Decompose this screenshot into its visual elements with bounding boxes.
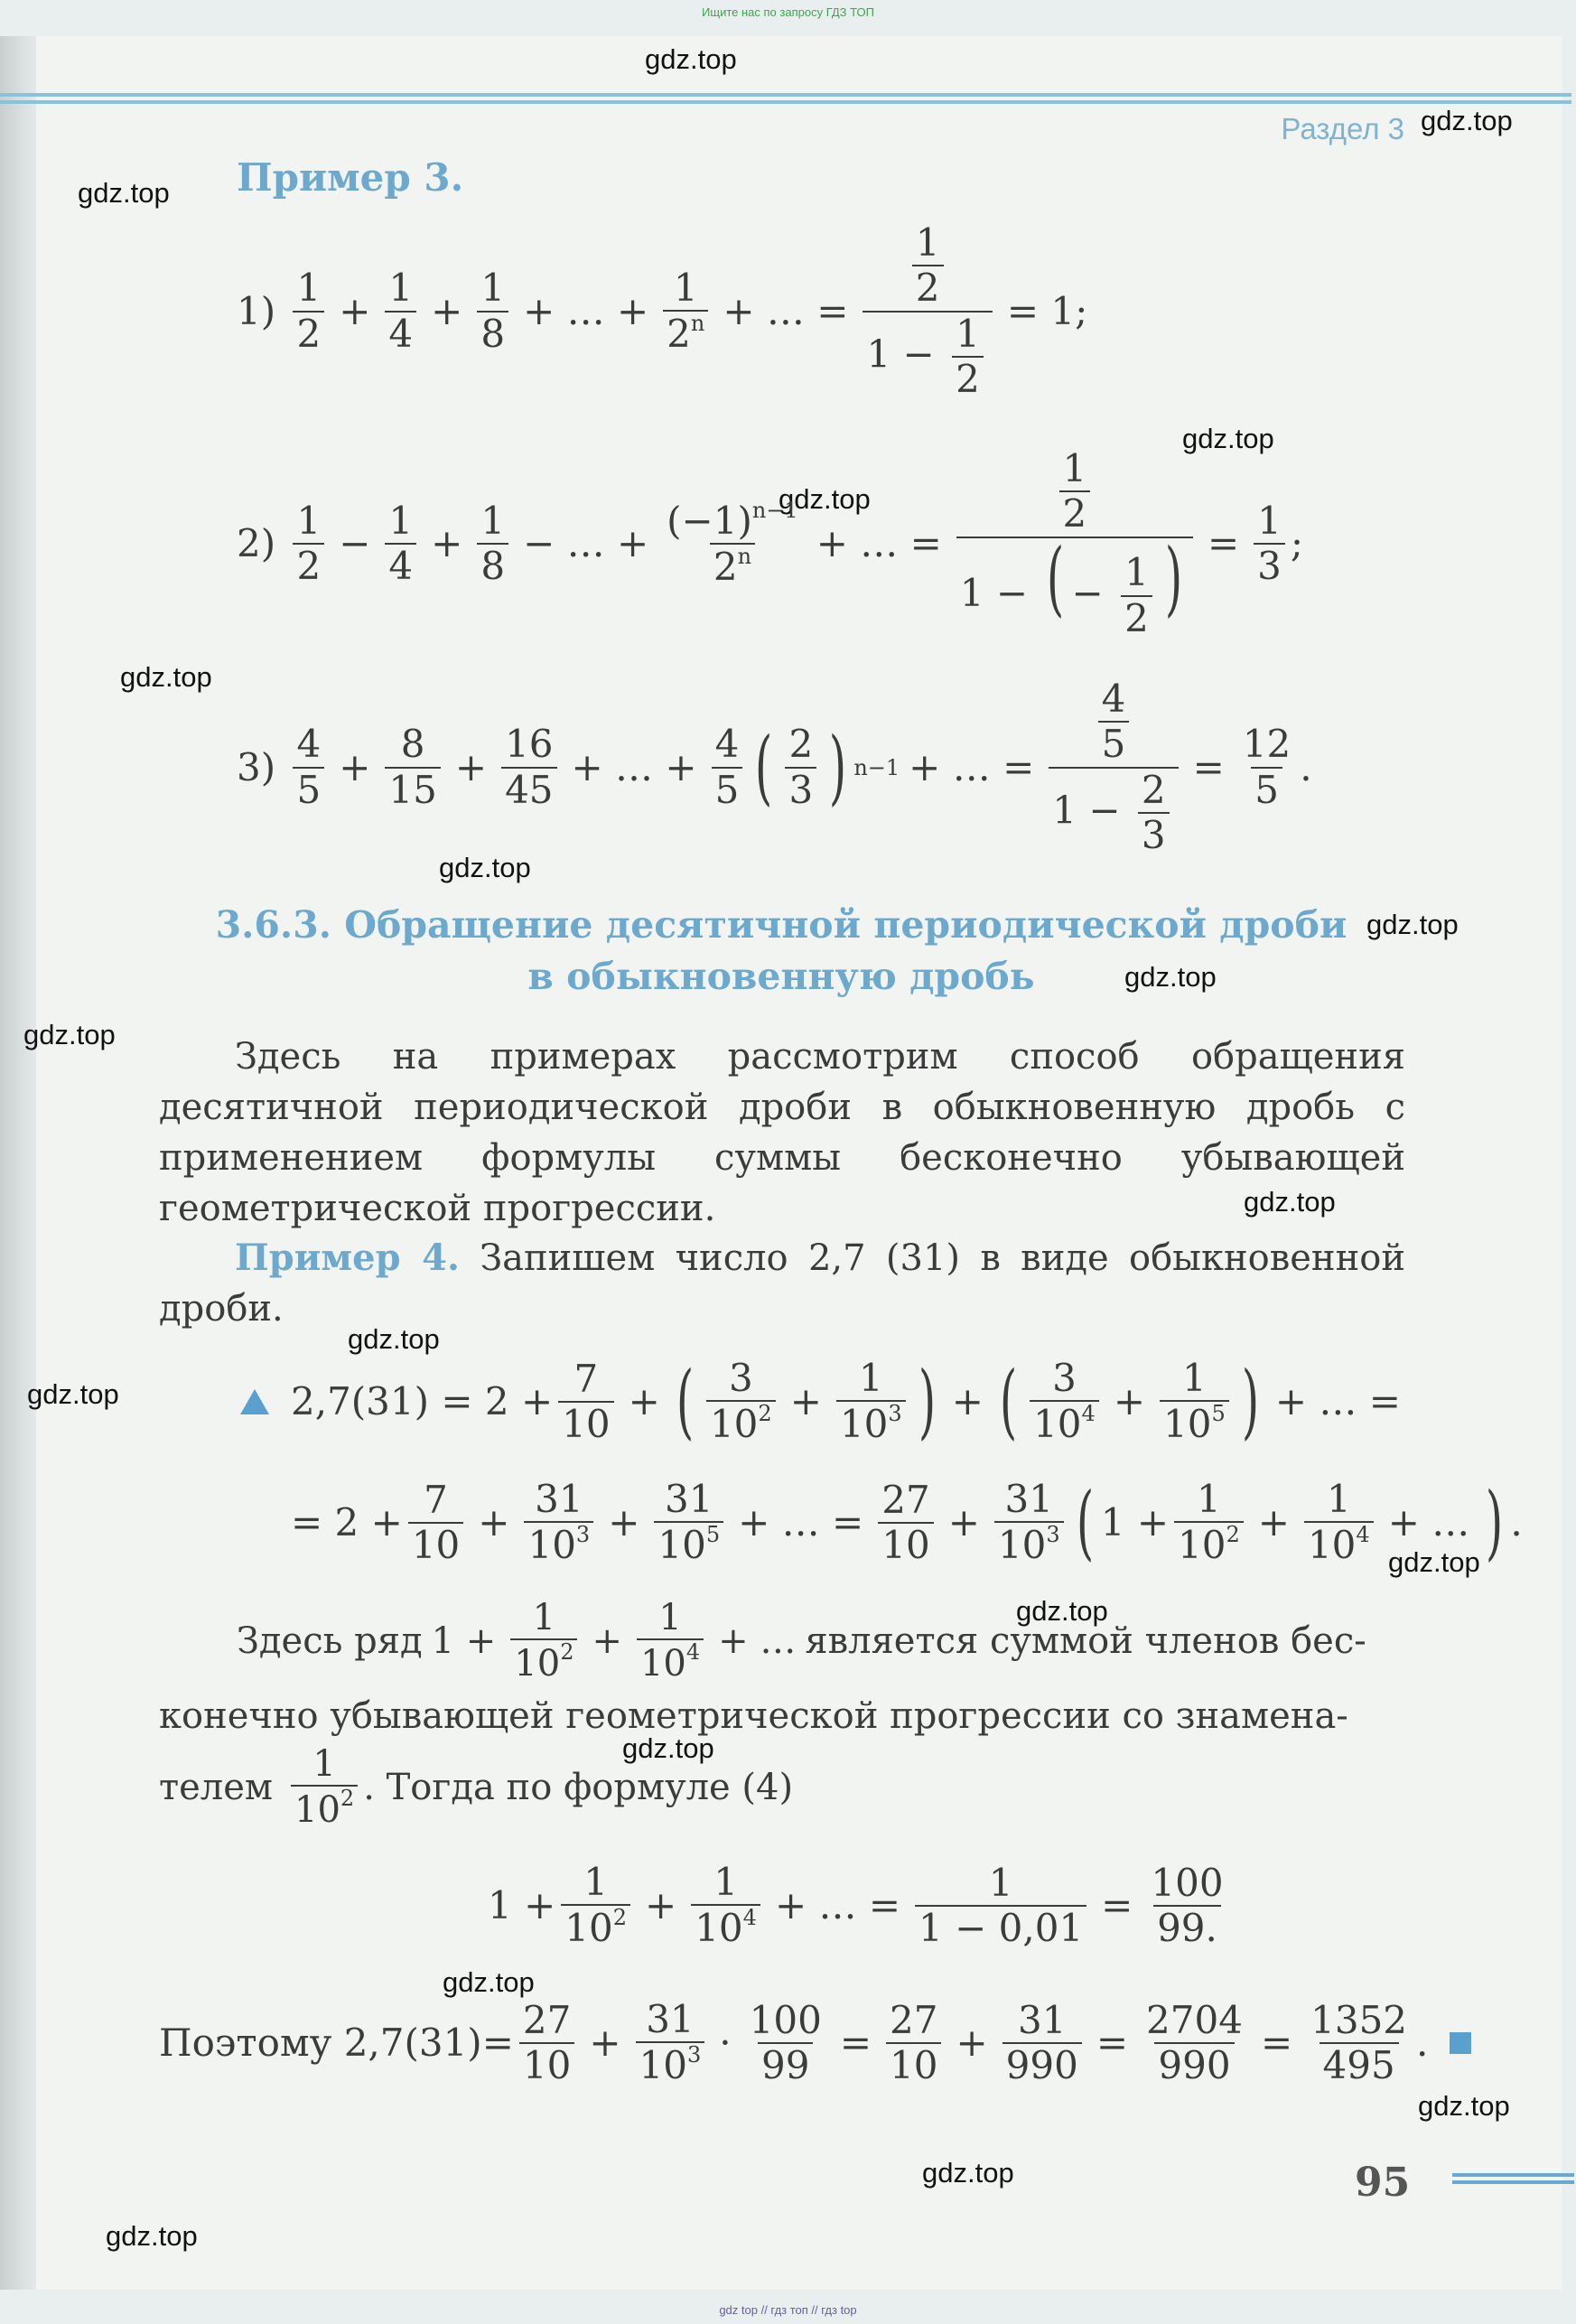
page-number: 95 xyxy=(1355,2160,1411,2206)
watermark: gdz.top xyxy=(1418,2090,1510,2122)
section-heading xyxy=(181,900,1382,1003)
intro-paragraph: Здесь на примерах рассмотрим способ обращения десятичной периодической дроби в обыкновенную дробь с применением формулы суммы бесконечно убывающей геометрической прогрессии. xyxy=(159,1036,1405,1229)
page-number-rule xyxy=(1452,2173,1574,2193)
watermark: gdz.top xyxy=(443,1966,535,1998)
triangle-marker-icon xyxy=(240,1389,269,1414)
therefore-text: Поэтому 2,7(31)= xyxy=(159,2021,514,2066)
top-note: Ищите нас по запросу ГДЗ ТОП xyxy=(702,5,874,19)
watermark: gdz.top xyxy=(27,1378,119,1410)
watermark: gdz.top xyxy=(1182,423,1274,454)
telem-text: телем xyxy=(159,1766,273,1808)
watermark: gdz.top xyxy=(348,1323,440,1355)
formula-2: 2) 1 2 − $\frac{1}{4}$ + $\frac{1}{8}$ − … + $\frac{(-1)^{n-1}}{2^n}$ + … = $\frac{1}{2}$ 1 − ( − $\frac{1}{2}$ ) = $\frac{1}{3}$ ; xyxy=(237,446,1304,640)
heading-line-2: в обыкновенную дробь xyxy=(527,955,1035,998)
section-label: Раздел 3 xyxy=(1281,112,1404,145)
formula-result: Поэтому 2,7(31)= $\frac{27}{10}$ + $\frac{31}{10^3}$ · $\frac{100}{99}$ = $\frac{27}{10}$ + $\frac{31}{990}$ = $\frac{2704}{990}$ = $\frac{1352}{495}$ . xyxy=(159,1998,1471,2088)
watermark: gdz.top xyxy=(1366,909,1459,940)
watermark: gdz.top xyxy=(779,483,871,515)
watermark: gdz.top xyxy=(1016,1595,1108,1627)
then-formula-text: . Тогда по формуле (4) xyxy=(363,1766,794,1808)
watermark: gdz.top xyxy=(1124,961,1217,993)
watermark: gdz.top xyxy=(120,661,212,693)
watermark: gdz.top xyxy=(106,2220,198,2252)
example-4-paragraph xyxy=(159,1233,1405,1334)
formula-4-line-1: 2,7(31) = 2 + $\frac{7}{10}$ + ( 3 $10^2$ + $\frac{1}{10^3}$ ) + ( 3 $10^4$ + $\frac{1}{10^5}$ ) + … = xyxy=(240,1357,1410,1447)
denominator-sentence: телем 1 $10^2$ . Тогда по формуле (4) xyxy=(159,1743,794,1831)
header-rule xyxy=(0,93,1571,113)
watermark: gdz.top xyxy=(439,852,531,883)
watermark: gdz.top xyxy=(645,43,737,75)
formula-1: 1) 1 2 + $\frac{1}{4}$ + $\frac{1}{8}$ + … + $\frac{1}{2^n}$ + … = $\frac{1}{2}$ 1 − $\frac{1}{2}$ = 1; xyxy=(237,220,1088,401)
watermark: gdz.top xyxy=(1388,1546,1480,1578)
formula-sum: 1 + $\frac{1}{10^2}$ + $\frac{1}{10^4}$ + … = $\frac{1}{1 - 0,01}$ = $\frac{100}{99.}$ xyxy=(488,1860,1224,1951)
formula-3: 3) 4 5 + $\frac{8}{15}$ + $\frac{16}{45}$ + … + $\frac{4}{5}$ ( 2 3 ) n−1 + … = $\frac{4}{5}$ 1 − $\frac{2}{3}$ = $\frac{12}{5}$ . xyxy=(237,677,1312,857)
series-line-2: конечно убывающей геометрической прогрессии со знамена- xyxy=(159,1695,1348,1737)
heading-line-1: 3.6.3. Обращение десятичной периодической дроби xyxy=(215,903,1348,947)
is-sum-text: является суммой членов бес- xyxy=(805,1619,1366,1662)
end-square-marker-icon xyxy=(1450,2032,1471,2054)
series-sentence: Здесь ряд 1 + $\frac{1}{10^2}$ + $\frac{1}{10^4}$ + … является суммой членов бес- xyxy=(237,1597,1366,1685)
here-series-text: Здесь ряд xyxy=(237,1619,423,1662)
example-3-title: Пример 3. xyxy=(237,155,464,200)
watermark: gdz.top xyxy=(78,177,170,209)
watermark: gdz.top xyxy=(622,1732,714,1764)
example-4-text: Запишем число 2,7 (31) в виде обыкновенной дроби. xyxy=(159,1237,1405,1330)
formula-4-line-2: = 2 + $\frac{7}{10}$ + $\frac{31}{10^3}$ + $\frac{31}{10^5}$ + … = $\frac{27}{10}$ + $\frac{31}{10^3}$ ( 1 + 1 $10^2$ + $\frac{1}{10^4}$ + … ) . xyxy=(291,1474,1523,1570)
watermark: gdz.top xyxy=(922,2157,1014,2189)
watermark: gdz.top xyxy=(1421,105,1513,136)
watermark: gdz.top xyxy=(1244,1186,1336,1218)
bottom-note: gdz top // гдз топ // гдз top xyxy=(719,2303,857,2317)
watermark: gdz.top xyxy=(23,1019,116,1050)
example-4-title: Пример 4. xyxy=(235,1237,460,1279)
